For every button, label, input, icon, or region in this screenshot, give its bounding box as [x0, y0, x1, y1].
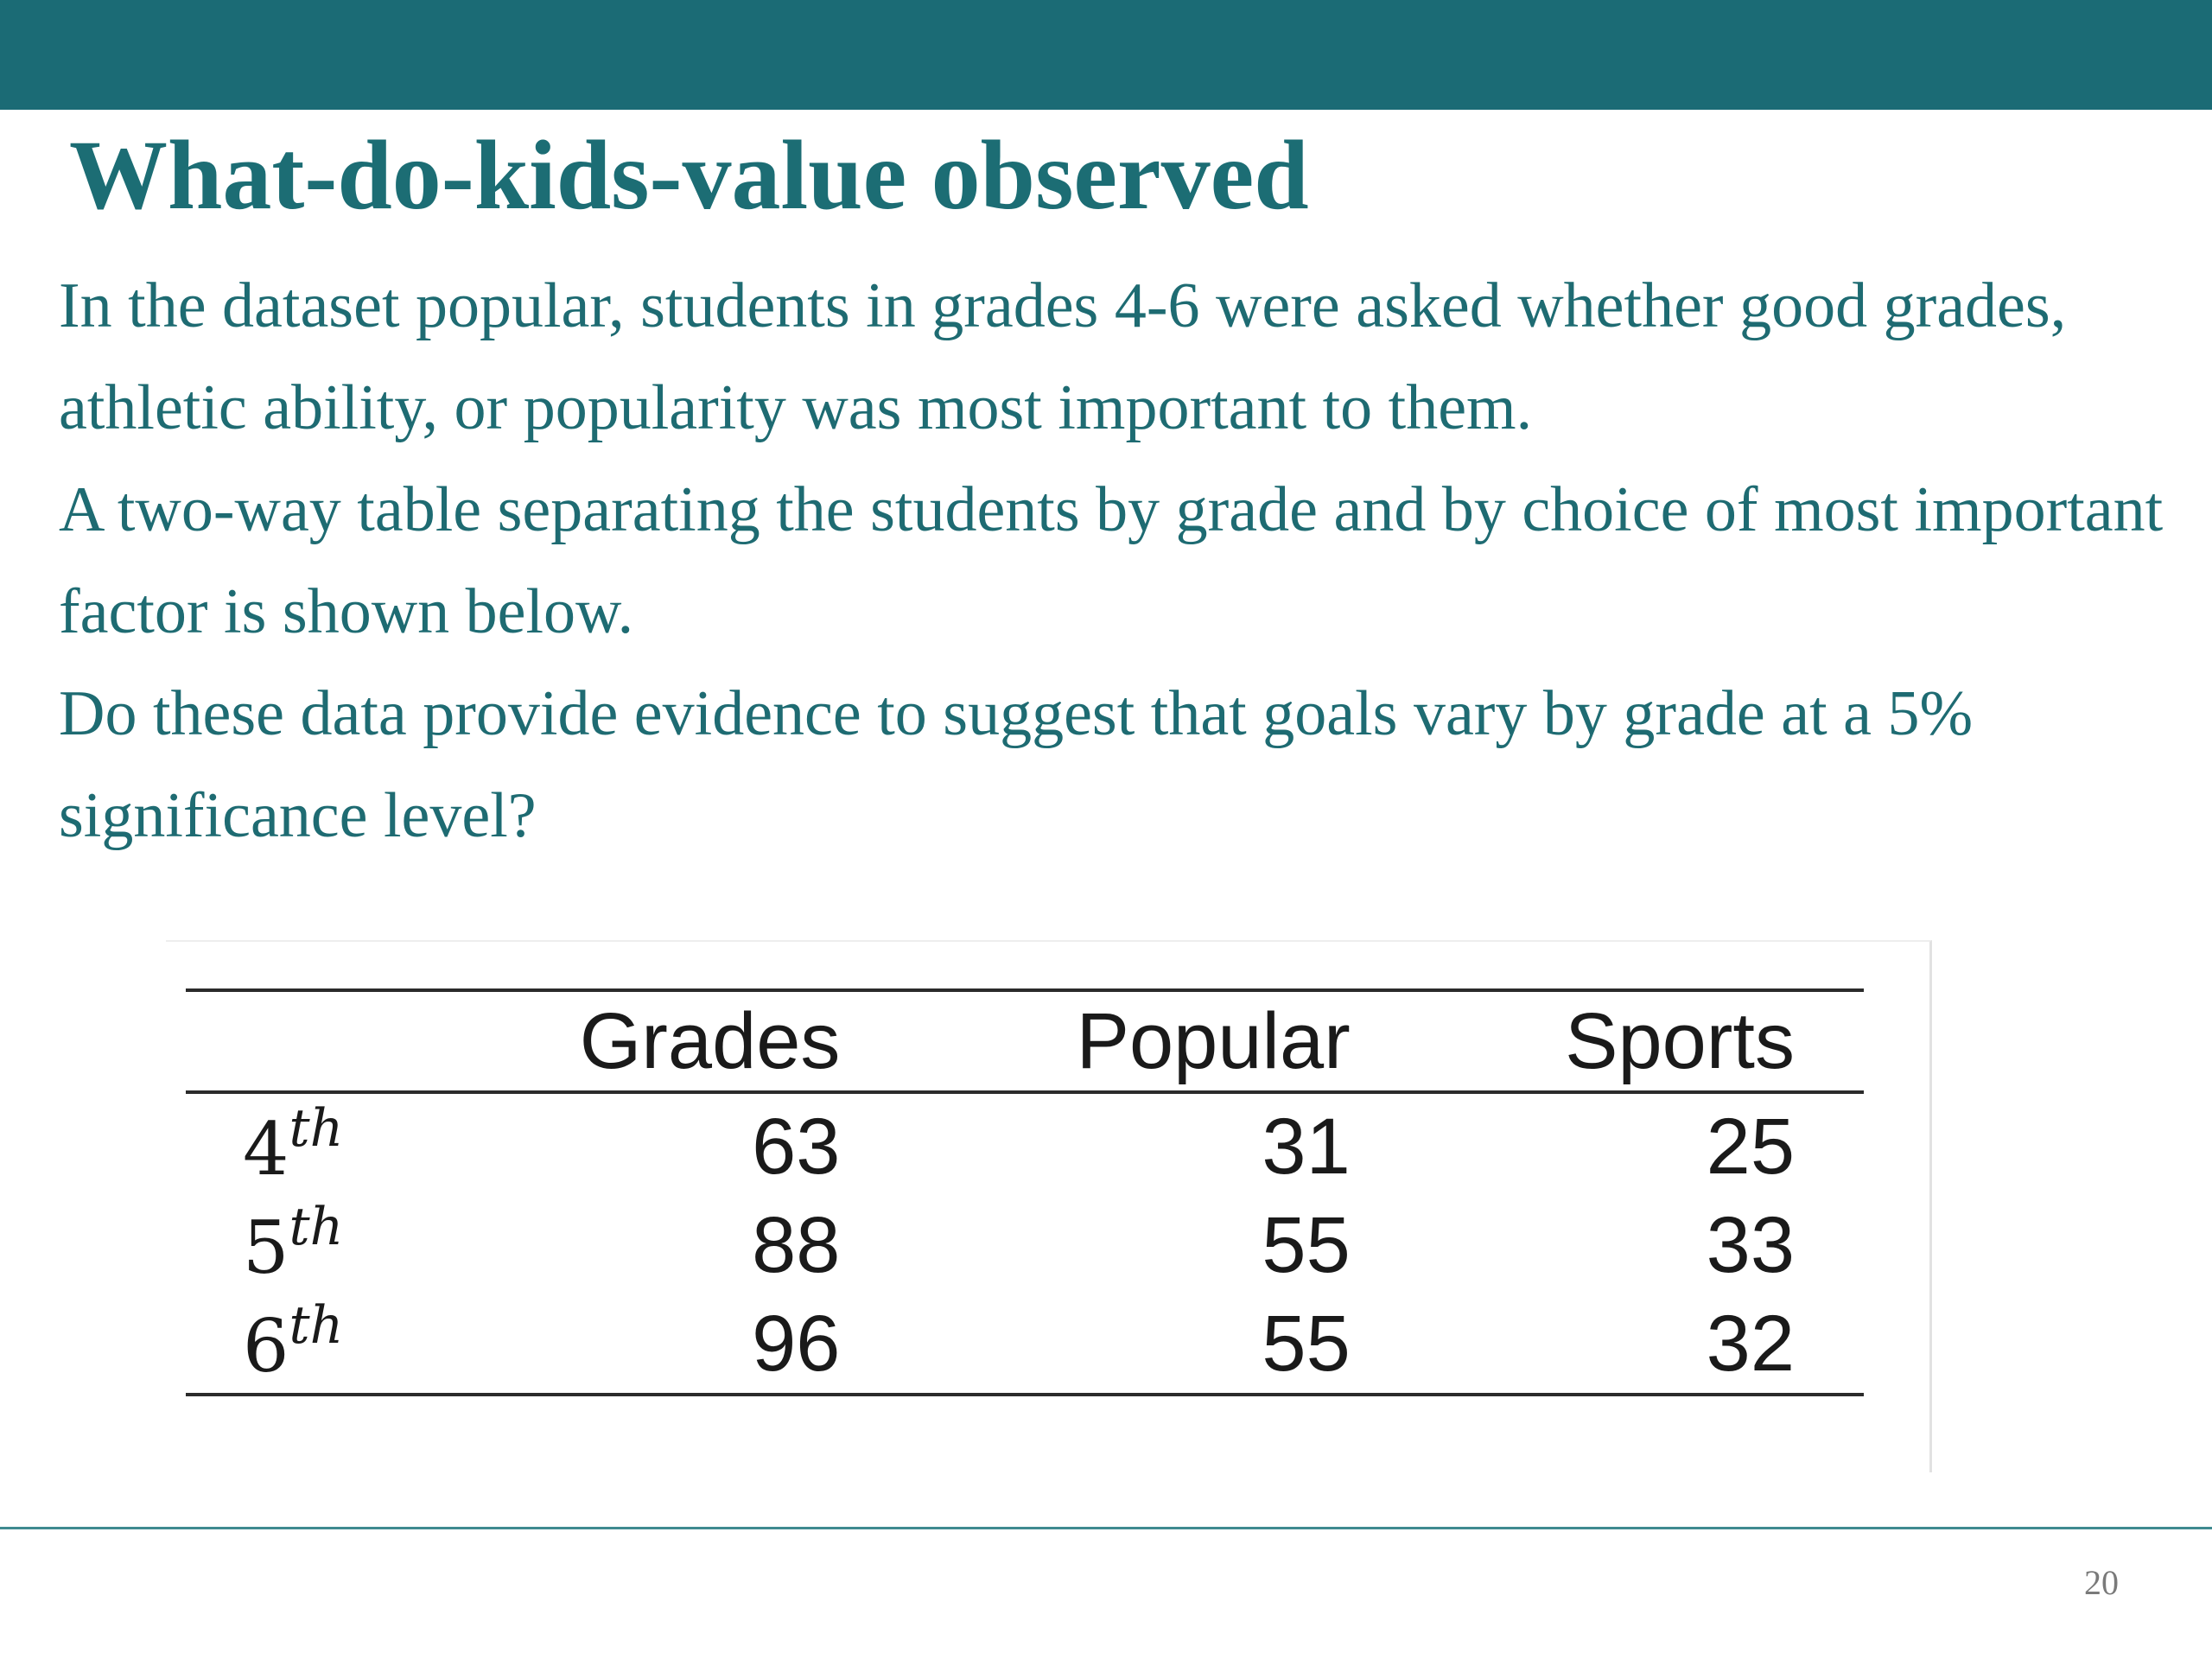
- grade-number: 4: [243, 1107, 289, 1192]
- table-cell: 96: [752, 1299, 841, 1388]
- table-row: [186, 1196, 1864, 1294]
- column-header: Sports: [1565, 996, 1795, 1085]
- footer-rule: [0, 1527, 2212, 1529]
- row-label: [186, 1294, 419, 1395]
- grade-suffix: th: [289, 1295, 344, 1356]
- table-cell: 88: [752, 1200, 841, 1289]
- table-corner-cell: [186, 990, 419, 1092]
- row-label: [186, 1196, 419, 1294]
- table-row: [186, 1092, 1864, 1196]
- page-number: 20: [2084, 1563, 2119, 1602]
- slide-title: What-do-kids-value observed: [69, 120, 1309, 230]
- table-cell: 63: [752, 1102, 841, 1191]
- body-paragraph: In the dataset popular, students in grades 4-6 were asked whether good grades, athletic ability, or popularity was most important to them.: [59, 270, 2067, 443]
- body-paragraph: A two-way table separating the students by grade and by choice of most important factor is shown below.: [59, 474, 2164, 647]
- column-header: Popular: [1076, 996, 1351, 1085]
- grade-suffix: th: [289, 1197, 344, 1257]
- body-paragraph: Do these data provide evidence to suggest that goals vary by grade at a 5% significance level?: [59, 678, 1974, 851]
- row-label: [186, 1092, 419, 1196]
- table-cell: 33: [1706, 1200, 1795, 1289]
- table-header-row: [186, 990, 1864, 1092]
- table-cell: 31: [1262, 1102, 1351, 1191]
- table-cell: 55: [1262, 1200, 1351, 1289]
- table-row: [186, 1294, 1864, 1395]
- table-cell: 55: [1262, 1299, 1351, 1388]
- grade-suffix: th: [289, 1098, 344, 1159]
- header-band: [0, 0, 2212, 110]
- table-cell: 32: [1706, 1299, 1795, 1388]
- table-cell: 25: [1706, 1102, 1795, 1191]
- column-header: Grades: [579, 996, 841, 1085]
- slide-body: [59, 255, 2167, 867]
- grade-number: 6: [243, 1304, 289, 1389]
- contingency-table: [186, 988, 1864, 1396]
- grade-number: 5: [243, 1205, 289, 1290]
